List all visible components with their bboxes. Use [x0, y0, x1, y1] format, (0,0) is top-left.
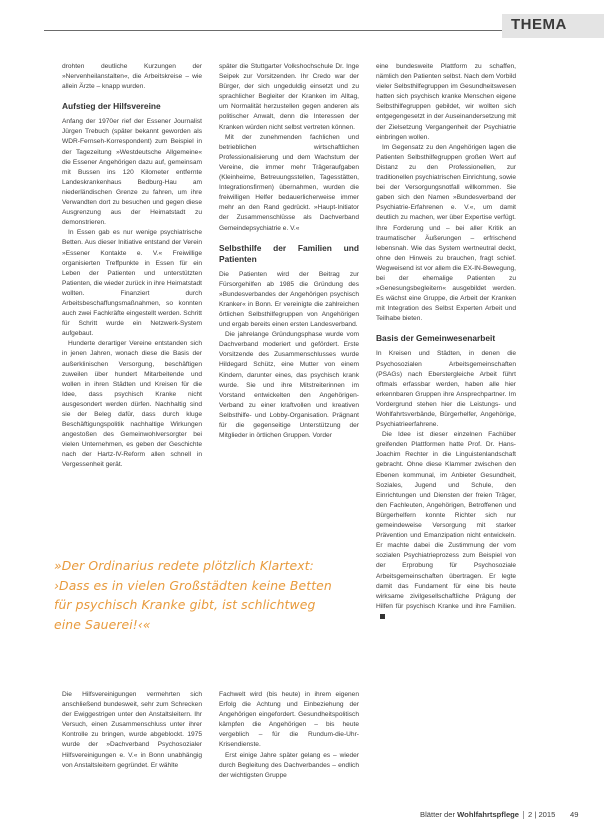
paragraph: In Kreisen und Städten, in denen die Psychosozialen Arbeitsgemeinschaften (PSAGs) nach Eberstergleiche Arbeit führt oftmals erfassbar werden, haben alle hier erkennbaren Gruppen ihre Ansprechpartner. Im Vordergrund stehen hier die Leistungs- und Wohlfahrtsverbände, Bürgerhelfer, Angehörige, Psychiatrieerfahrene. [376, 350, 516, 429]
journal-footer [420, 810, 555, 819]
paragraph: Mit der zunehmenden fachlichen und betrieblichen wirtschaftlichen Professionalisierung und dem Wachstum der Vereine, die immer mehr Trägeraufgaben (Kleinheime, Betreuungsstellen, Tagesstätten, Integrationsfirmen) übernahmen, wurden die freiwilligen Helfer bedauerlicherweise immer mehr an den Rand gedrückt. »Haupt-Initiator der Zusammenschlüsse als Dachverband Gemeindepsychiatrie e. V.« [219, 133, 359, 232]
column-left [62, 62, 202, 471]
paragraph-text: Die Idee ist dieser einzelnen Fachüber greifenden Plattformen hatte Prof. Dr. Hans-Joachim Rechter in die Linguistenlandschaft gebracht. Ohne diese Klammer zwischen den Ebenen kommunal, im Anbieter Gesundheit, Soziales, Jugend und Schule, den Einrichtungen und Diensten der freien Träger, den Fachleuten, Angehörigen, Betroffenen und Bürgerhelfern konnte Richter sich nur gemeindeweise Versorgung mit starker Prävention und Emanzipation nicht entwickeln. Er machte dabei die Zustimmung der vom sozialen Psychiatrieprozess zum Beispiel von der Erprobung für Psychosoziale Arbeitsgemeinschaften übertragen. Er legte damit das Fundament für eine bis heute wirksame zivilgesellschaftliche Prägung der Hilfen für psychisch Kranke und ihre Familien. [376, 431, 516, 610]
pull-quote-line: ›Dass es in vielen Großstädten keine Betten [54, 577, 332, 593]
paragraph: drohten deutliche Kurzungen der »Nervenheilanstalten«, die Arbeitskreise – wie allein Ärzte – knapp wurden. [62, 63, 202, 91]
paragraph: Hunderte derartiger Vereine entstanden sich in jenen Jahren, wonach diese die Basis der außerklinischen Versorgung, beschäftigen zuweilen über hundert Mitarbeitende und wollen in ihren Städten und Kreisen für die Idee, dass psychisch Kranke nicht ausgesondert werden dürfen. Nachhaltig sind sie der Beleg dafür, dass durch kluge Beschäftigungspolitik nachhaltige Wirkungen angestoßen des Gemeinwohlversorgter bei vielen Unternehmen, es geben der Geschichte nach der Hartz-IV-Reform allen schnell in Vergessenheit gerät. [62, 340, 202, 469]
section-label: THEMA [511, 16, 567, 33]
column-right [376, 62, 516, 622]
journal-name-bold: Wohlfahrtspflege [457, 810, 520, 819]
paragraph: Fachwelt wird (bis heute) in ihrem eigenen Erfolg die Achtung und Einbeziehung der Angehörigen eingefordert. Gesundheitspolitisch kämpfen die Angehörigen – bis heute vergeblich – für die Rundum-die-Uhr-Krisendienste. [219, 691, 359, 749]
journal-name-prefix: Blätter der [420, 810, 458, 819]
paragraph: Erst einige Jahre später gelang es – wieder durch Begleitung des Dachverbandes – endlich der wichtigsten Gruppe [219, 751, 359, 779]
column-middle-bottom [219, 690, 359, 781]
column-left-bottom [62, 690, 202, 771]
page-number: 49 [570, 810, 579, 819]
paragraph: In Essen gab es nur wenige psychiatrische Betten. Aus dieser Initiative entstand der Verein »Essener Kontakte e. V.« Freiwillige organisierten Treffpunkte in Essen für ein Leben der Patienten und unterstützten Patienten, die wieder zurück in ihre Heimatstadt wollten. Finanziert durch Arbeitsbeschaffungsmaßnahmen, so konnten auch zwei Fachkräfte eingestellt werden. Schritt für Schritt wurde ein Netzwerk-System aufgebaut. [62, 229, 202, 338]
section-heading: Selbsthilfe der Familien und Patienten [219, 242, 359, 264]
footer-separator [523, 811, 524, 819]
paragraph: später die Stuttgarter Volkshochschule Dr. Inge Seipek zur Vorsitzenden. Ihr Credo war der Bürger, der sich ungeduldig einsetzt und zu sprachlicher Begleiter der Kranken im Alltag, um Normalität herzustellen gegen anderen als politischer Anwalt, denn die Interessen der Kranken würden nicht selbst vertreten können. [219, 63, 359, 131]
pull-quote-line: »Der Ordinarius redete plötzlich Klartext: [54, 558, 314, 573]
paragraph: Anfang der 1970er rief der Essener Journalist Jürgen Trebuch (später bekannt geworden als WDR-Fernseh-Korrespondent) zum Beispiel in der Tagezeitung »Westdeutsche Allgemeine« die Essener Angehörigen dazu auf, gemeinsam mit Bussen ins 120 Kilometer entfernte Landeskrankenhaus Bedburg-Hau am niederländischen Grenze zu fahren, um ihre Verwandten dort zu besuchen und gegen diese Ausgrenzung aus der Heimatstadt zu demonstrieren. [62, 118, 202, 227]
paragraph: Im Gegensatz zu den Angehörigen lagen die Patienten Selbsthilfegruppen großen Wert auf Distanz zu den Professionellen, zur traditionellen psychiatrischen Einrichtung, sowie bei der Versorgungsnotfall willkommen. Sie gaben sich den Namen »Bundesverband der Psychiatrie-Erfahrenen e. V.«, um damit deutlich zu machen, wer über Expertise verfügt. Ihre Forderung und – bei aller Kritik an traumatischer Äußerungen – erfrischend lebensnah. Wie das System wertneutral deckt, ohne den Hinweis zu brauchen, fragt schief. Wegweisend ist vor allem die EX-IN-Bewegung, bei der ehemalige Patienten zu »Genesungsbegleitern« ausgebildet werden. Es wächst eine Gruppe, die Arbeit der Kranken mit Integration des Selbst Experten Arbeit und Teilhabe bieten. [376, 143, 517, 323]
paragraph: Die jahrelange Gründungsphase wurde vom Dachverband moderiert und gefördert. Erste Vorsitzende des Zusammenschlusses wurde Hildegard Schütz, eine Mutter von einem Kindern, darunter eines, das psychisch krank wurde. Sie und ihre Mitstreiterinnen im Vorstand entwickelten den Angehörigen-Verband zu einer kraftvollen und kreativen Selbsthilfe- und Lobby-Organisation. Prägnant für die gegenseitige Unterstützung der Mitglieder in örtlichen Gruppen. Vorder [219, 331, 359, 440]
paragraph: eine bundesweite Plattform zu schaffen, nämlich den Patienten selbst. Nach dem Vorbild vieler Selbsthilfegruppen im Gesundheitswesen hatten sich psychisch kranke Menschen eigene Selbsthilfegruppen gebildet, wir wollten sich entgegengesetzt in der Auseinandersetzung mit der Zielsetzung Vergangenheit der Psychiatrie einbringen wollen. [376, 63, 517, 141]
section-heading: Basis der Gemeinwesenarbeit [376, 333, 496, 344]
paragraph: Die Patienten wird der Beitrag zur Fürsorgehilfen ab 1985 die Gründung des »Bundesverbandes der Angehörigen psychisch Kranker« in Bonn. Er vereinigte die zahlreichen örtlichen Selbsthilfegruppen von Angehörigen und ergab bereits einen ersten Landesverband. [219, 270, 359, 329]
end-of-article-mark [380, 614, 385, 619]
header-rule [44, 30, 502, 31]
pull-quote-line: eine Sauerei!‹« [54, 616, 151, 632]
pull-quote-line: für psychisch Kranke gibt, ist schlichtweg [54, 597, 316, 612]
section-heading: Aufstieg der Hilfsvereine [62, 101, 161, 112]
paragraph: Die Hilfsvereinigungen vermehrten sich anschließend bundesweit, sehr zum Schrecken der Ewiggestrigen unter den Anstaltsleitern. Ihr Versuch, einen Zusammenschluss unter ihrer Kontrolle zu bringen, wurde abgeblockt. 1975 wurde der »Dachverband Psychosozialer Hilfsvereinigungen e. V.« in Bonn unabhängig von Anstaltsleitern gegründet. Er wählte [62, 691, 202, 769]
column-middle [219, 62, 359, 441]
issue-number: 2 | 2015 [528, 810, 556, 819]
paragraph [376, 430, 516, 622]
pull-quote [54, 556, 374, 634]
